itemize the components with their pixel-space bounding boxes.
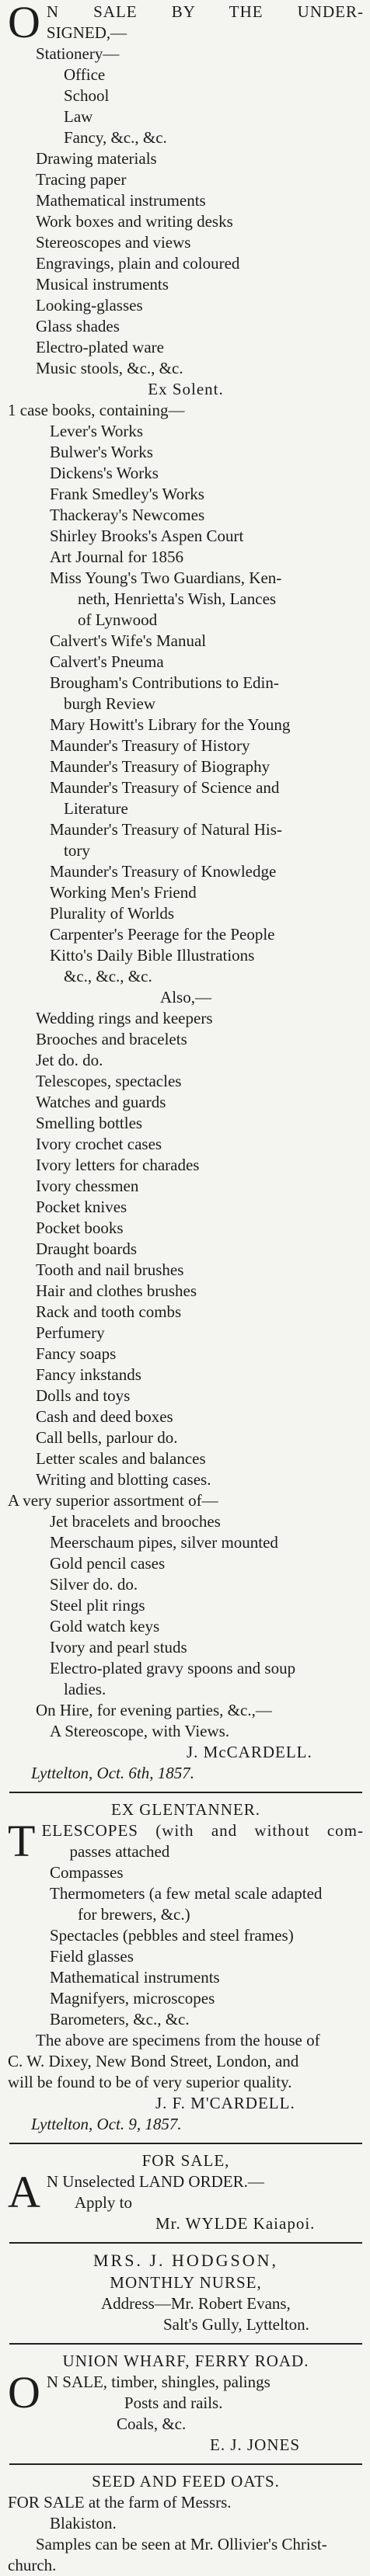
- list-item: burgh Review: [64, 694, 156, 713]
- list-item: Ivory crochet cases: [36, 1135, 162, 1153]
- list-item: Art Journal for 1856: [50, 548, 184, 566]
- list-item: Smelling bottles: [36, 1114, 143, 1132]
- ad-lead-line: passes attached: [69, 1842, 170, 1861]
- hire-item: A Stereoscope, with Views.: [50, 1722, 230, 1740]
- signature: E. J. JONES: [210, 2435, 301, 2454]
- list-item: Looking-glasses: [36, 296, 143, 315]
- list-item: School: [64, 86, 110, 105]
- list-item: Maunder's Treasury of Biography: [50, 757, 271, 776]
- land-order-advertisement: [8, 2150, 364, 2234]
- list-item: Dickens's Works: [50, 464, 159, 482]
- list-item: Kitto's Daily Bible Illustrations: [50, 946, 255, 965]
- list-item: Watches and guards: [36, 1093, 166, 1111]
- stationery-list: [8, 64, 364, 148]
- ad-line: N SALE, timber, shingles, palings: [46, 2373, 271, 2391]
- list-item: Spectacles (pebbles and steel frames): [50, 1926, 294, 1945]
- list-item: Tooth and nail brushes: [36, 1260, 184, 1279]
- monthly-nurse-advertisement: [8, 2250, 364, 2335]
- list-item: Brougham's Contributions to Edin-: [50, 673, 279, 692]
- list-item: Electro-plated gravy spoons and soup: [50, 1659, 296, 1677]
- note-line: C. W. Dixey, New Bond Street, London, and: [8, 2052, 299, 2070]
- list-item: Maunder's Treasury of Knowledge: [50, 862, 277, 881]
- list-item: Brooches and bracelets: [36, 1030, 187, 1048]
- also-list: [8, 1008, 364, 1490]
- column-rule: [9, 2343, 362, 2345]
- ad-heading: SEED AND FEED OATS.: [92, 2472, 280, 2491]
- list-item: Letter scales and balances: [36, 1449, 206, 1468]
- list-item: Dolls and toys: [36, 1386, 131, 1405]
- list-item: Bulwer's Works: [50, 443, 153, 461]
- list-item: ladies.: [64, 1680, 106, 1698]
- list-item: Stereoscopes and views: [36, 233, 191, 252]
- list-item: Maunder's Treasury of Natural His-: [50, 820, 282, 839]
- ad-heading: MRS. J. HODGSON,: [92, 2251, 279, 2270]
- list-item: Draught boards: [36, 1239, 138, 1258]
- list-item: Gold pencil cases: [50, 1554, 166, 1573]
- list-item: Steel plit rings: [50, 1596, 145, 1615]
- ad-line: FOR SALE at the farm of Messrs.: [8, 2493, 232, 2512]
- note-line: The above are specimens from the house of: [36, 2031, 320, 2049]
- drop-cap: A: [8, 2167, 40, 2217]
- list-item: Ivory letters for charades: [36, 1156, 200, 1174]
- list-item: Fancy soaps: [36, 1344, 117, 1363]
- list-item: Law: [64, 107, 93, 126]
- list-item: Tracing paper: [36, 170, 127, 189]
- list-item: Compasses: [50, 1863, 124, 1882]
- list-item: Fancy inkstands: [36, 1365, 141, 1384]
- instruments-list: [8, 1862, 364, 2030]
- list-item: Hair and clothes brushes: [36, 1281, 197, 1300]
- list-item: Rack and tooth combs: [36, 1302, 182, 1321]
- list-item: Gold watch keys: [50, 1617, 160, 1636]
- list-item: Telescopes, spectacles: [36, 1072, 182, 1090]
- list-item: tory: [64, 841, 90, 860]
- union-wharf-advertisement: [8, 2351, 364, 2456]
- ad-line: Posts and rails.: [124, 2393, 223, 2412]
- column-rule: [9, 2242, 362, 2244]
- list-item: Glass shades: [36, 317, 120, 335]
- section-heading: Stationery—: [36, 44, 120, 63]
- section-heading: A very superior assortment of—: [8, 1491, 218, 1510]
- list-item: Mary Howitt's Library for the Young: [50, 715, 291, 734]
- drop-cap: O: [8, 2367, 40, 2418]
- ad-subheading: MONTHLY NURSE,: [110, 2273, 262, 2292]
- drop-cap: O: [8, 0, 40, 47]
- list-item: Silver do. do.: [50, 1575, 138, 1594]
- signature: J. F. M'CARDELL.: [155, 2094, 295, 2112]
- list-item: for brewers, &c.): [78, 1905, 190, 1924]
- list-item: neth, Henrietta's Wish, Lances: [78, 589, 277, 608]
- list-item: Music stools, &c., &c.: [36, 359, 183, 377]
- section-heading: Also,—: [160, 988, 211, 1006]
- drop-cap: T: [8, 1816, 36, 1866]
- ad-line: Blakiston.: [50, 2514, 117, 2533]
- mccardell-sale-advertisement: [8, 2, 364, 1784]
- list-item: Electro-plated ware: [36, 338, 164, 356]
- list-item: Maunder's Treasury of Science and: [50, 778, 280, 797]
- list-item: Barometers, &c., &c.: [50, 2010, 190, 2028]
- list-item: Fancy, &c., &c.: [64, 128, 167, 147]
- column-rule: [9, 2143, 362, 2144]
- list-item: Work boxes and writing desks: [36, 212, 233, 231]
- ad-lead-line: N SALE BY THE UNDER-: [46, 2, 364, 21]
- list-item: Wedding rings and keepers: [36, 1009, 213, 1027]
- signature: J. McCARDELL.: [187, 1743, 312, 1761]
- list-item: Ivory and pearl studs: [50, 1638, 187, 1656]
- list-item: Pocket books: [36, 1218, 124, 1237]
- list-item: Drawing materials: [36, 149, 157, 168]
- ad-line: church.: [8, 2556, 57, 2574]
- ad-heading: UNION WHARF, FERRY ROAD.: [62, 2352, 309, 2370]
- list-item: Thackeray's Newcomes: [50, 506, 205, 524]
- list-item: Plurality of Worlds: [50, 904, 175, 923]
- list-item: Calvert's Pneuma: [50, 652, 164, 671]
- dateline: Lyttelton, Oct. 6th, 1857.: [31, 1764, 194, 1782]
- list-item: Jet bracelets and brooches: [50, 1512, 221, 1531]
- list-item: Perfumery: [36, 1323, 105, 1342]
- list-item: Meerschaum pipes, silver mounted: [50, 1533, 278, 1552]
- list-item: Jet do. do.: [36, 1051, 103, 1069]
- section-heading: 1 case books, containing—: [8, 401, 185, 419]
- ship-heading: Ex Solent.: [148, 380, 224, 398]
- list-item: Miss Young's Two Guardians, Ken-: [50, 568, 282, 587]
- hire-line: On Hire, for evening parties, &c.,—: [36, 1701, 272, 1719]
- goods-list: [8, 148, 364, 379]
- note-line: will be found to be of very superior quality.: [8, 2073, 292, 2091]
- list-item: Office: [64, 65, 106, 84]
- list-item: Mathematical instruments: [36, 191, 206, 210]
- superior-list: [8, 1511, 364, 1700]
- ad-line: Samples can be seen at Mr. Ollivier's Christ-: [36, 2535, 327, 2553]
- list-item: Musical instruments: [36, 275, 169, 294]
- list-item: Field glasses: [50, 1947, 134, 1966]
- ad-line: N Unselected LAND ORDER.—: [46, 2172, 264, 2191]
- list-item: of Lynwood: [78, 610, 158, 629]
- ad-line: Apply to: [74, 2193, 132, 2212]
- dateline: Lyttelton, Oct. 9, 1857.: [31, 2115, 182, 2133]
- ad-line: Coals, &c.: [117, 2414, 187, 2433]
- list-item: Call bells, parlour do.: [36, 1428, 178, 1447]
- list-item: Engravings, plain and coloured: [36, 254, 240, 273]
- list-item: Carpenter's Peerage for the People: [50, 925, 275, 944]
- ad-heading: FOR SALE,: [141, 2151, 230, 2170]
- column-rule: [9, 2463, 362, 2465]
- list-item: Lever's Works: [50, 422, 144, 440]
- ad-lead-line: ELESCOPES (with and without com-: [41, 1821, 364, 1840]
- ad-lead-line: SIGNED,—: [46, 23, 127, 42]
- column-rule: [9, 1792, 362, 1793]
- list-item: Mathematical instruments: [50, 1968, 220, 1987]
- list-item: Writing and blotting cases.: [36, 1470, 211, 1489]
- list-item: Pocket knives: [36, 1198, 127, 1216]
- list-item: Maunder's Treasury of History: [50, 736, 250, 755]
- list-item: Thermometers (a few metal scale adapted: [50, 1884, 323, 1903]
- seed-oats-advertisement: [8, 2471, 364, 2576]
- list-item: Cash and deed boxes: [36, 1407, 173, 1426]
- ship-heading: EX GLENTANNER.: [111, 1800, 260, 1819]
- list-item: Working Men's Friend: [50, 883, 197, 902]
- list-item: &c., &c., &c.: [64, 967, 152, 986]
- ad-line: Salt's Gully, Lyttelton.: [163, 2315, 309, 2334]
- list-item: Literature: [64, 799, 128, 818]
- books-list: [8, 421, 364, 987]
- list-item: Magnifyers, microscopes: [50, 1989, 215, 2008]
- list-item: Ivory chessmen: [36, 1177, 139, 1195]
- list-item: Shirley Brooks's Aspen Court: [50, 527, 244, 545]
- ad-line: Address—Mr. Robert Evans,: [101, 2294, 291, 2313]
- telescopes-advertisement: [8, 1799, 364, 2135]
- list-item: Calvert's Wife's Manual: [50, 631, 207, 650]
- list-item: Frank Smedley's Works: [50, 485, 204, 503]
- ad-line: Mr. WYLDE Kaiapoi.: [155, 2214, 316, 2233]
